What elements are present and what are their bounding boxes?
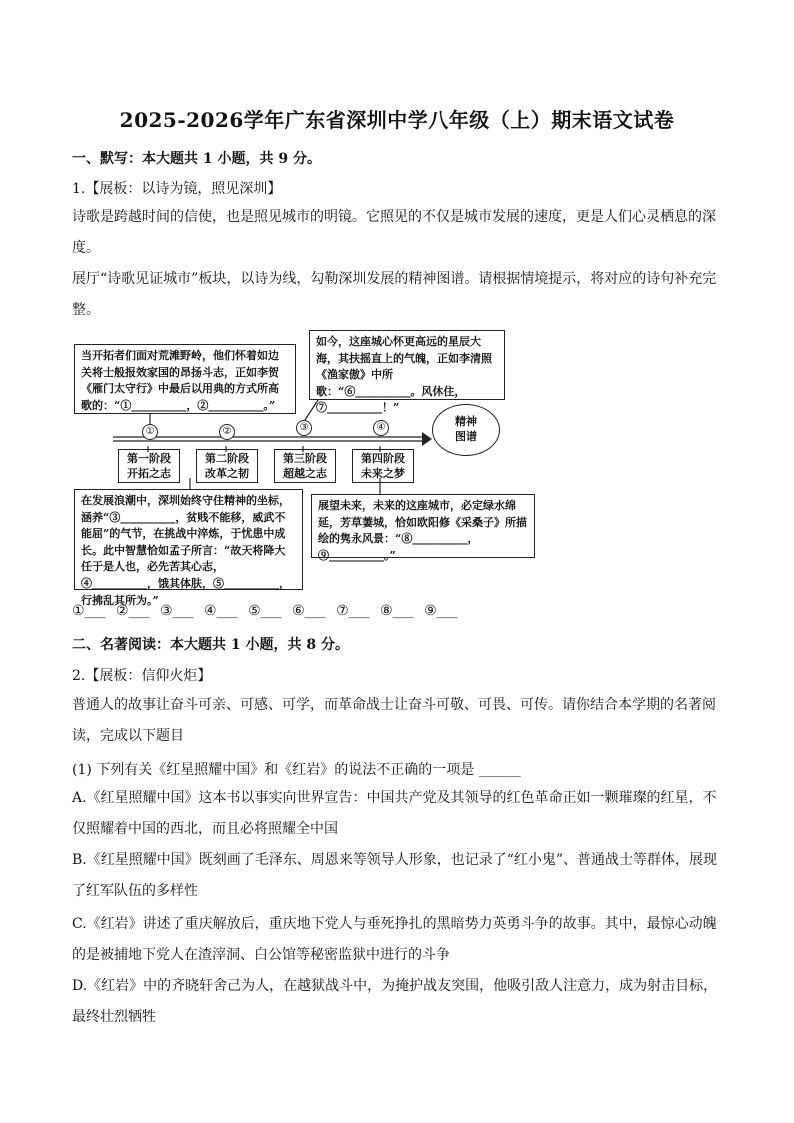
option-b: B.《红星照耀中国》既刻画了毛泽东、周恩来等领导人形象，也记录了“红小鬼”、普通战士等群体，展现了红军队伍的多样性 xyxy=(72,852,718,899)
q2-intro: 普通人的故事让奋斗可亲、可感、可学，而革命战士让奋斗可敬、可畏、可传。请你结合本学期的名著阅读，完成以下题目 xyxy=(72,697,716,744)
q1-intro-1: 诗歌是跨越时间的信使，也是照见城市的明镜。它照见的不仅是城市发展的速度，更是人们心灵栖息的深度。 xyxy=(72,209,716,256)
answer-blanks xyxy=(72,603,464,619)
stage-3-theme: 超越之志 xyxy=(283,467,327,480)
timeline-marker-3: ③ xyxy=(296,420,312,436)
q1-title: 1.【展板：以诗为镜，照见深圳】 xyxy=(72,181,282,197)
q2-sub1: (1) 下列有关《红星照耀中国》和《红岩》的说法不正确的一项是 ______ xyxy=(72,762,521,778)
blank-8[interactable]: ⑧___ xyxy=(380,603,414,619)
connector-3-up xyxy=(305,400,318,420)
stage-2-label: 第二阶段 xyxy=(205,452,249,465)
spirit-map-node xyxy=(432,404,500,456)
stage-3 xyxy=(274,449,336,483)
blank-5[interactable]: ⑤___ xyxy=(248,603,282,619)
stage-4 xyxy=(352,449,414,483)
timeline-marker-1: ① xyxy=(142,424,158,440)
stage-1-theme: 开拓之志 xyxy=(127,467,171,480)
stage-3-label: 第三阶段 xyxy=(283,452,327,465)
timeline-marker-4: ④ xyxy=(373,420,389,436)
stage-2 xyxy=(196,449,258,483)
blank-9[interactable]: ⑨___ xyxy=(424,603,458,619)
stage-1-label: 第一阶段 xyxy=(127,452,171,465)
option-a: A.《红星照耀中国》这本书以事实向世界宣告：中国共产党及其领导的红色革命正如一颗璀璨的红星，不仅照耀着中国的西北，而且必将照耀全中国 xyxy=(72,790,717,837)
blank-2[interactable]: ②___ xyxy=(116,603,150,619)
blank-3[interactable]: ③___ xyxy=(160,603,194,619)
spirit-line-2: 图谱 xyxy=(455,430,477,443)
spirit-line-1: 精神 xyxy=(455,415,477,428)
stage-1 xyxy=(118,449,180,483)
option-c: C.《红岩》讲述了重庆解放后，重庆地下党人与垂死挣扎的黑暗势力英勇斗争的故事。其中，最惊心动魄的是被捕地下党人在渣滓洞、白公馆等秘密监狱中进行的斗争 xyxy=(72,916,717,963)
blank-6[interactable]: ⑥___ xyxy=(292,603,326,619)
page-title: 2025-2026学年广东省深圳中学八年级（上）期末语文试卷 xyxy=(119,108,675,132)
timeline-arrow-head xyxy=(422,432,432,446)
section2-heading: 二、名著阅读：本大题共 1 小题，共 8 分。 xyxy=(72,637,349,653)
q2-title: 2.【展板：信仰火炬】 xyxy=(72,668,212,684)
diagram-box-stage3: 如今，这座城心怀更高远的星辰大海，其扶摇直上的气魄，正如李清照《渔家傲》中所歌：“⑥__________。风休住，⑦__________！” xyxy=(309,330,505,400)
option-d: D.《红岩》中的齐晓轩舍己为人，在越狱战斗中，为掩护战友突围，他吸引敌人注意力，成为射击目标，最终壮烈牺牲 xyxy=(72,978,718,1025)
blank-7[interactable]: ⑦___ xyxy=(336,603,370,619)
stage-2-theme: 改革之韧 xyxy=(205,467,249,480)
stage-4-label: 第四阶段 xyxy=(361,452,405,465)
section1-heading: 一、默写：本大题共 1 小题，共 9 分。 xyxy=(72,151,321,167)
diagram-box-stage2: 在发展浪潮中，深圳始终守住精神的坐标，涵养“③__________，贫贱不能移，威武不能屈”的气节，在挑战中淬炼，于忧患中成长。此中智慧恰如孟子所言：“故天将降大任于是人也，必先苦其心志，④__________，饿其体肤，⑤__________，行拂乱其所为。” xyxy=(74,489,303,590)
blank-4[interactable]: ④___ xyxy=(204,603,238,619)
stage-4-theme: 未来之梦 xyxy=(361,467,405,480)
diagram-box-stage1: 当开拓者们面对荒滩野岭，他们怀着如边关将士般报效家国的昂扬斗志，正如李贺《雁门太守行》中最后以用典的方式所高歌的：“①__________，②__________。” xyxy=(74,344,296,414)
timeline-marker-2: ② xyxy=(219,424,235,440)
q1-intro-2: 展厅“诗歌见证城市”板块，以诗为线，勾勒深圳发展的精神图谱。请根据情境提示，将对应的诗句补充完整。 xyxy=(72,271,717,318)
blank-1[interactable]: ①___ xyxy=(72,603,106,619)
diagram-box-stage4: 展望未来，未来的这座城市，必定绿水绵延，芳草萋城，恰如欧阳修《采桑子》所描绘的隽永风景：“⑧__________，⑨__________。” xyxy=(311,494,535,558)
